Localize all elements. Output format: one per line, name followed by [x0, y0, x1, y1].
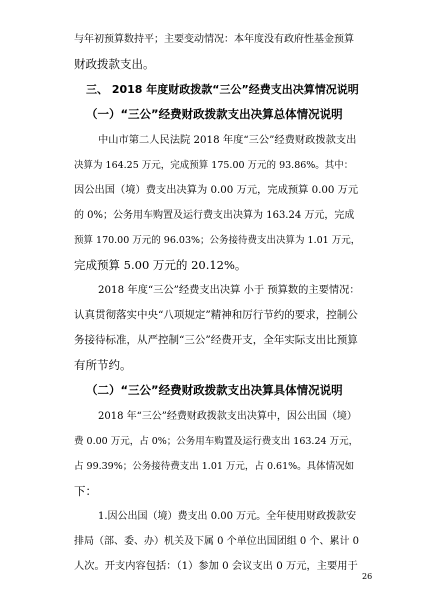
body-line: 中山市第二人民法院 2018 年度“三公”经费财政拨款支出 — [98, 134, 357, 146]
body-line: 与年初预算数持平；主要变动情况：本年度没有政府性基金预算 — [74, 34, 354, 45]
body-line: 排局（部、委、办）机关及下属 0 个单位出国团组 0 个、累计 0 — [74, 536, 359, 547]
body-line: 1.因公出国（境）费支出 0.00 万元。全年使用财政拨款安 — [98, 511, 357, 522]
body-line: 有所节约。 — [74, 358, 132, 372]
body-line: 2018 年度“三公”经费支出决算 小于 预算数的主要情况： — [98, 284, 360, 296]
body-line: 2018 年“三公”经费财政拨款支出决算中，因公出国（境） — [98, 411, 357, 422]
subsection-heading: （一）“三公”经费财政拨款支出决算总体情况说明 — [86, 107, 343, 121]
subsection-heading: （二）“三公”经费财政拨款支出决算具体情况说明 — [86, 383, 343, 397]
body-line: 财政拨款支出。 — [74, 57, 155, 71]
body-line: 完成预算 5.00 万元的 20.12%。 — [74, 258, 247, 272]
body-line: 费 0.00 万元，占 0%；公务用车购置及运行费支出 163.24 万元， — [74, 436, 359, 447]
body-line: 因公出国（境）费支出决算为 0.00 万元，完成预算 0.00 万元 — [74, 184, 359, 196]
body-line: 认真贯彻落实中央“八项规定”精神和厉行节约的要求，控制公 — [74, 309, 358, 321]
page-number: 26 — [362, 572, 373, 581]
body-line: 下： — [74, 484, 97, 498]
section-heading: 三、 2018 年度财政拨款“三公”经费支出决算情况说明 — [86, 83, 359, 96]
body-line: 占 99.39%；公务接待费支出 1.01 万元，占 0.61%。具体情况如 — [74, 461, 355, 472]
body-line: 人次。开支内容包括：（1）参加 0 会议支出 0 万元，主要用于 — [74, 560, 358, 572]
body-line: 决算为 164.25 万元，完成预算 175.00 万元的 93.86%。其中： — [74, 160, 354, 171]
body-line: 务接待标准，从严控制“三公”经费开支，全年实际支出比预算 — [74, 334, 358, 346]
body-line: 预算 170.00 万元的 96.03%；公务接待费支出决算为 1.01 万元， — [74, 235, 361, 246]
body-line: 的 0%；公务用车购置及运行费支出决算为 163.24 万元，完成 — [74, 210, 355, 221]
